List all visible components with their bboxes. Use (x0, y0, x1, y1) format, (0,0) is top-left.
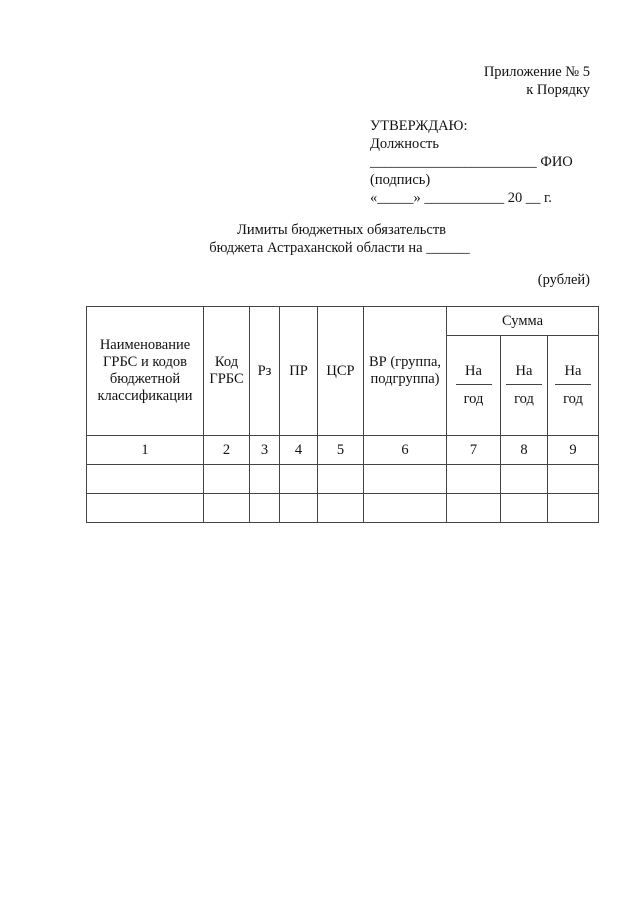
approval-title: УТВЕРЖДАЮ: (370, 118, 468, 134)
cell (364, 465, 447, 494)
header-year-2 (501, 336, 548, 436)
col-num: 6 (364, 436, 447, 465)
appendix-number: Приложение № 5 (483, 64, 590, 80)
cell (447, 494, 501, 523)
title-line-1: Лимиты бюджетных обязательств (236, 222, 447, 238)
year-1-bottom: год (463, 391, 484, 407)
year-3-top: На (564, 363, 582, 379)
cell (447, 465, 501, 494)
col-num: 4 (280, 436, 318, 465)
cell (548, 494, 599, 523)
header-vr: ВР (группа, подгруппа) (364, 307, 447, 436)
cell (204, 465, 250, 494)
col-num: 3 (250, 436, 280, 465)
cell (364, 494, 447, 523)
signature-caption: (подпись) (370, 172, 431, 188)
year-1-top: На (465, 363, 482, 379)
cell (318, 465, 364, 494)
date-line: «_____» ___________ 20 __ г. (370, 190, 552, 206)
appendix-order-ref: к Порядку (526, 82, 590, 98)
column-numbers-row (87, 436, 599, 465)
limits-table (86, 306, 599, 523)
table-row (87, 494, 599, 523)
col-num: 7 (447, 436, 501, 465)
cell (548, 465, 599, 494)
header-csr: ЦСР (318, 307, 364, 436)
col-num: 8 (501, 436, 548, 465)
signature-line: _______________________ ФИО (370, 154, 573, 170)
units-note: (рублей) (537, 272, 590, 288)
table-row (87, 465, 599, 494)
title-line-2: бюджета Астраханской области на ______ (209, 240, 470, 256)
col-num: 1 (87, 436, 204, 465)
header-pr: ПР (280, 307, 318, 436)
col-num: 9 (548, 436, 599, 465)
header-sum: Сумма (447, 307, 599, 336)
header-kod-grbs: Код ГРБС (204, 307, 250, 436)
col-num: 2 (204, 436, 250, 465)
cell (318, 494, 364, 523)
approval-position: Должность (370, 136, 439, 152)
cell (250, 465, 280, 494)
year-3-bottom: год (563, 391, 583, 407)
document-title (0, 221, 639, 257)
header-rz: Рз (250, 307, 280, 436)
year-2-bottom: год (514, 391, 534, 407)
cell (501, 465, 548, 494)
year-2-top: На (515, 363, 533, 379)
cell (204, 494, 250, 523)
header-year-3 (548, 336, 599, 436)
cell (501, 494, 548, 523)
cell (280, 465, 318, 494)
cell (280, 494, 318, 523)
cell (87, 494, 204, 523)
col-num: 5 (318, 436, 364, 465)
cell (250, 494, 280, 523)
cell (87, 465, 204, 494)
header-name: Наименование ГРБС и кодов бюджетной классификации (87, 307, 204, 436)
appendix-reference (484, 63, 590, 99)
header-year-1 (447, 336, 501, 436)
approval-block (370, 117, 573, 207)
